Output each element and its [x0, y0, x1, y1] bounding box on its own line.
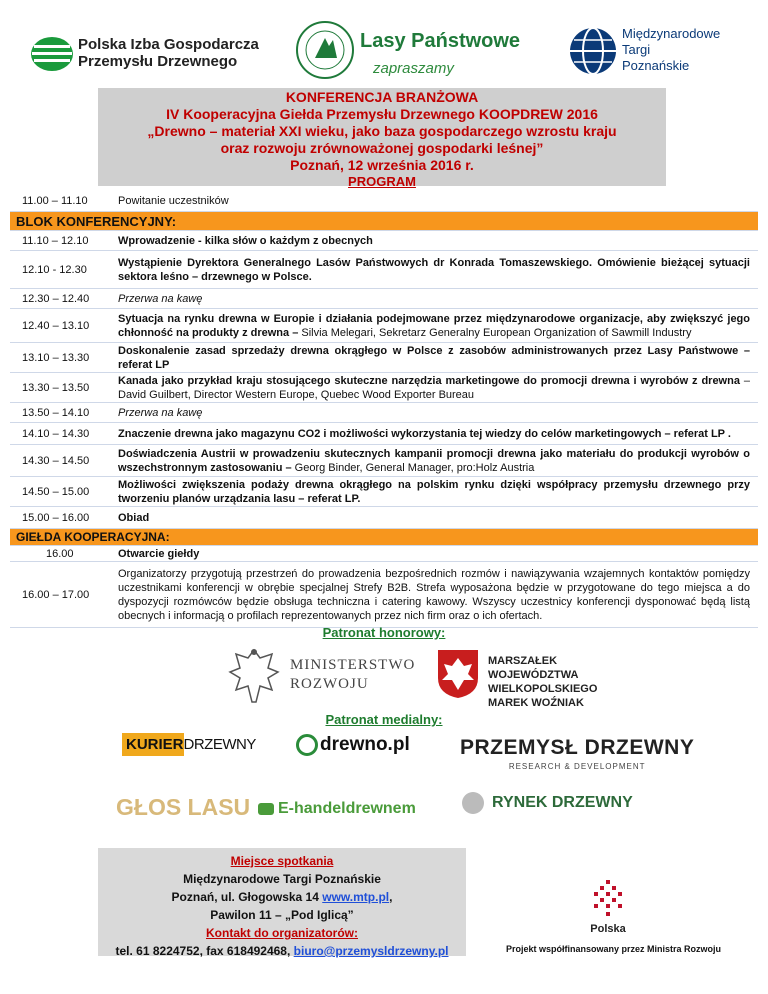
- program-row: [10, 507, 758, 529]
- pd-subtext: RESEARCH & DEVELOPMENT: [508, 762, 646, 771]
- ehandel-text: E-handeldrewnem: [278, 800, 416, 817]
- venue-address-line: [98, 888, 466, 906]
- row-desc-bold: Otwarcie giełdy: [118, 547, 200, 560]
- row-time: 14.30 – 14.50: [22, 454, 90, 467]
- row-time: 15.00 – 16.00: [22, 511, 90, 524]
- program-row: [10, 343, 758, 373]
- rynek-drzewny-logo: [462, 792, 633, 814]
- venue-comma: ,: [389, 890, 393, 904]
- venue-address: Poznań, ul. Głogowska 14: [171, 890, 323, 904]
- marszalek-logo: [436, 648, 636, 708]
- marszalek-line2: WIELKOPOLSKIEGO: [488, 683, 598, 695]
- program-row: [10, 546, 758, 562]
- contact-email-link[interactable]: biuro@przemysldrzewny.pl: [293, 944, 449, 958]
- header-line2: IV Kooperacyjna Giełda Przemysłu Drzewnego KOOPDREW 2016: [166, 106, 598, 122]
- header-line3: „Drewno – materiał XXI wieku, jako baza gospodarczego wzrostu kraju: [147, 123, 617, 139]
- row-time: 12.10 - 12.30: [22, 263, 87, 276]
- mtp-line3: Poznańskie: [622, 58, 690, 73]
- row-time: 11.00 – 11.10: [22, 194, 88, 207]
- row-desc-bold: Wprowadzenie - kilka słów o każdym z obecnych: [118, 234, 373, 247]
- row-desc: [118, 426, 758, 442]
- row-time: 13.10 – 13.30: [22, 351, 90, 364]
- row-desc-bold: Kanada jako przykład kraju stosującego skuteczne narzędzia marketingowe do promocji drewna i wyrobów z drewna: [118, 374, 740, 387]
- contact-line: [98, 942, 466, 960]
- row-desc: [118, 477, 758, 507]
- row-desc-bold: Znaczenie drewna jako magazynu CO2 i możliwości wykorzystania tej wiedzy do celów marketingowych – referat LP .: [118, 427, 731, 440]
- program-row: [10, 373, 758, 403]
- row-desc-italic: Przerwa na kawę: [118, 292, 203, 305]
- section-conference: BLOK KONFERENCYJNY:: [10, 212, 758, 231]
- row-desc: [118, 311, 758, 341]
- polska-star-icon: [588, 878, 628, 918]
- pigpd-line2: Przemysłu Drzewnego: [78, 53, 238, 70]
- drewno-pl-logo: [296, 734, 410, 756]
- program-row-welcome: [10, 190, 758, 212]
- lasy-panstwowe-seal-icon: [295, 20, 355, 80]
- row-time: 13.30 – 13.50: [22, 381, 90, 394]
- media-patronage-title: Patronat medialny:: [325, 712, 443, 727]
- wielkopolska-shield-icon: [436, 648, 480, 700]
- program-row: [10, 445, 758, 477]
- program-row: [10, 562, 758, 628]
- section-exchange: GIEŁDA KOOPERACYJNA:: [10, 529, 758, 546]
- row-time: 12.30 – 12.40: [22, 292, 90, 305]
- row-time: 12.40 – 13.10: [22, 319, 90, 332]
- row-desc-italic: Przerwa na kawę: [118, 406, 203, 419]
- pd-text: PRZEMYSŁ DRZEWNY: [460, 736, 695, 759]
- ministry-logo: [226, 646, 416, 708]
- row-desc: Powitanie uczestników: [118, 194, 229, 207]
- marszalek-line3: MAREK WOŹNIAK: [488, 697, 584, 709]
- polish-eagle-icon: [226, 646, 282, 708]
- lasy-panstwowe-logo: [295, 20, 525, 86]
- row-desc: [118, 343, 758, 373]
- ehandel-logo: [258, 800, 416, 818]
- row-desc-plain: – David Guilbert, Director Western Europe, Quebec Wood Exporter Bureau: [118, 374, 750, 401]
- venue-link[interactable]: www.mtp.pl: [322, 890, 390, 904]
- row-desc-bold: Doskonalenie zasad sprzedaży drewna okrągłego w Polsce z zasobów administrowanych przez Lasy Państwowe – referat LP: [118, 344, 750, 371]
- ministry-line2: ROZWOJU: [290, 676, 369, 692]
- program-table: [10, 190, 758, 628]
- row-time: 11.10 – 12.10: [22, 234, 89, 247]
- row-desc-plain: Silvia Melegari, Sekretarz Generalny European Organization of Sawmill Industry: [298, 326, 692, 339]
- venue-name: Międzynarodowe Targi Poznańskie: [183, 872, 381, 886]
- ministry-line1: MINISTERSTWO: [290, 657, 416, 673]
- contact-title: Kontakt do organizatorów:: [206, 926, 358, 940]
- program-row: [10, 403, 758, 423]
- ehandel-icon: [258, 803, 274, 815]
- row-desc-bold: Wystąpienie Dyrektora Generalnego Lasów Państwowych dr Konrada Tomaszewskiego. Omówienie bieżącej sytuacji sektora leśno – drzewnego w Polsce.: [118, 256, 750, 283]
- drewno-text: drewno.pl: [320, 734, 410, 756]
- program-row: [10, 251, 758, 289]
- row-desc-bold: Możliwości zwiększenia podaży drewna okrągłego na polskim rynku dzięki współpracy przemysłu drzewnego przy tworzeniu planów urządzania lasu – referat LP.: [118, 478, 750, 505]
- row-time: 14.10 – 14.30: [22, 427, 90, 440]
- row-desc: [118, 446, 758, 476]
- marszalek-line1: MARSZAŁEK WOJEWÓDZTWA: [488, 655, 579, 681]
- drzewny-text: DRZEWNY: [183, 736, 256, 753]
- venue-hall: Pawilon 11 – „Pod Iglicą”: [210, 908, 354, 922]
- mtp-logo: [568, 24, 738, 80]
- honorary-patronage-title: Patronat honorowy:: [322, 625, 446, 640]
- program-row: [10, 231, 758, 251]
- row-desc-plain: Georg Binder, General Manager, pro:Holz Austria: [291, 461, 535, 474]
- lasy-panstwowe-tagline: zapraszamy: [373, 60, 454, 77]
- row-desc: [118, 510, 758, 526]
- row-desc: [118, 405, 758, 421]
- drewno-circle-icon: [296, 734, 318, 756]
- header-logos: [0, 14, 768, 84]
- polska-logo: [578, 878, 638, 948]
- row-time: 14.50 – 15.00: [22, 485, 90, 498]
- mtp-line1: Międzynarodowe: [622, 26, 721, 41]
- row-desc: [118, 546, 758, 562]
- rynek-text: RYNEK DRZEWNY: [492, 794, 633, 812]
- mtp-line2: Targi: [622, 42, 651, 57]
- row-desc: [118, 291, 758, 307]
- contact-phone: tel. 61 8224752, fax 618492468,: [115, 944, 294, 958]
- program-row: [10, 477, 758, 507]
- glos-lasu-logo: GŁOS LASU: [116, 794, 251, 820]
- pigpd-line1: Polska Izba Gospodarcza: [78, 36, 259, 53]
- conference-header: [98, 88, 666, 189]
- program-row: [10, 289, 758, 309]
- venue-box: [98, 848, 466, 956]
- row-desc-bold: Obiad: [118, 511, 150, 524]
- row-desc-bold: Doświadczenia Austrii w prowadzeniu skutecznych kampanii promocji drewna jako materiału do produkcji wyrobów o wszechstronnym zastosowaniu –: [118, 447, 750, 474]
- header-date: Poznań, 12 września 2016 r.: [290, 157, 474, 173]
- header-line4: oraz rozwoju zrównoważonej gospodarki leśnej”: [220, 140, 544, 156]
- lasy-panstwowe-name: Lasy Państwowe: [360, 30, 521, 52]
- kurier-text: KURIER: [122, 733, 184, 756]
- row-desc: [118, 255, 758, 285]
- row-desc-plain: Organizatorzy przygotują przestrzeń do prowadzenia bezpośrednich rozmów i nawiązywania wzajemnych kontaktów pomiędzy uczestnikami konferencji w obrębie specjalnej Strefy B2B. Strefa wyposażona będzie w przygotowane do tego miejsca a do dyspozycji rozmówców będzie obsługa techniczna i catering kawowy. Wszyscy uczestnicy konferencji dysponować będą listą obecnych i informacją o profilach reprezentowanych przez nich firm oraz o ich ofertach.: [118, 567, 750, 622]
- przemysl-drzewny-logo: [460, 736, 694, 771]
- header-line1: KONFERENCJA BRANŻOWA: [285, 89, 479, 105]
- row-desc: [118, 373, 758, 403]
- kurier-drzewny-logo: [122, 736, 256, 768]
- row-time: 13.50 – 14.10: [22, 406, 90, 419]
- venue-title: Miejsce spotkania: [230, 854, 334, 868]
- row-desc: [118, 566, 758, 624]
- mtp-globe-icon: [568, 26, 618, 76]
- row-time: 16.00 – 17.00: [22, 588, 90, 601]
- pigpd-mark-icon: [30, 36, 74, 72]
- header-program: PROGRAM: [348, 174, 416, 189]
- row-desc-bold: Sytuacja na rynku drewna w Europie i działania podejmowane przez międzynarodowe organizacje, aby zwiększyć jego chłonność na produkty z drewna –: [118, 312, 750, 339]
- polska-text: Polska: [590, 923, 626, 935]
- funding-note: Projekt współfinansowany przez Ministra Rozwoju: [506, 944, 722, 954]
- row-time: 16.00: [46, 547, 74, 560]
- pigpd-logo: [30, 34, 265, 74]
- program-row: [10, 423, 758, 445]
- program-row: [10, 309, 758, 343]
- rynek-circle-icon: [462, 792, 484, 814]
- row-desc: [118, 233, 758, 249]
